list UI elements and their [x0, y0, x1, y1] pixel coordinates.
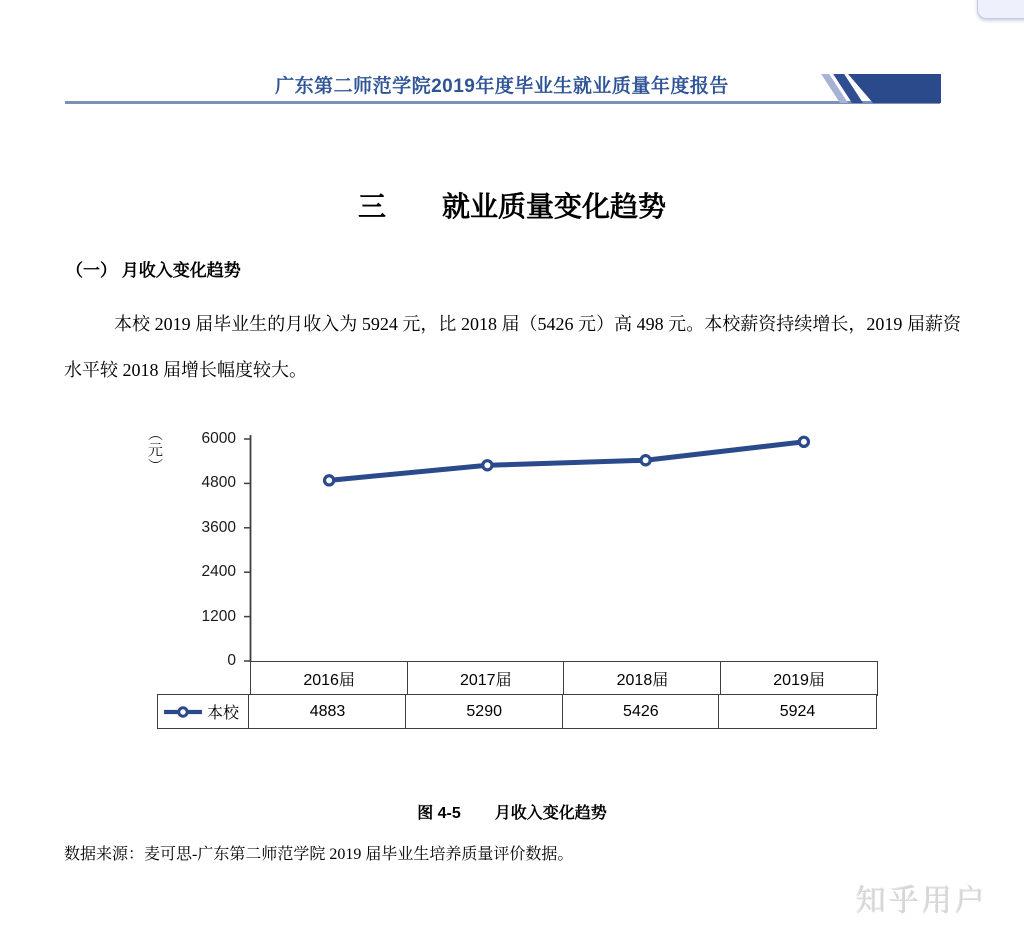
table-value-cell: 5924: [718, 694, 876, 729]
y-tick-label: 4800: [201, 474, 236, 492]
y-tick-label: 6000: [201, 430, 236, 447]
table-value-cell: 5426: [562, 694, 720, 729]
header-title: 广东第二师范学院2019年度毕业生就业质量年度报告: [275, 76, 729, 97]
body-paragraph: 本校 2019 届毕业生的月收入为 5924 元，比 2018 届（5426 元）高 498 元。本校薪资持续增长，2019 届薪资水平较 2018 届增长幅度较大。: [64, 314, 961, 380]
data-point-marker: [325, 476, 334, 485]
table-header-cell: 2016届: [250, 661, 408, 696]
subsection-title: （一） 月收入变化趋势: [66, 261, 241, 280]
table-header-cell: 2019届: [720, 661, 878, 696]
data-source-note: 数据来源：麦可思-广东第二师范学院 2019 届毕业生培养质量评价数据。: [64, 846, 574, 863]
y-tick-label: 0: [227, 652, 236, 669]
table-header-row: [157, 661, 878, 696]
y-tick-label: 2400: [201, 563, 236, 581]
data-point-marker: [483, 461, 492, 470]
figure-caption: [0, 800, 1024, 823]
data-point-marker: [641, 456, 650, 465]
y-tick-label: 1200: [201, 607, 236, 625]
chart-data-table: [157, 661, 878, 729]
corner-popup: [977, 0, 1024, 19]
series-name: 本校: [207, 705, 240, 723]
section-title: 三 就业质量变化趋势: [357, 191, 666, 222]
decoration-block: [848, 74, 941, 103]
table-value-row: [157, 694, 878, 729]
figure-title: 月收入变化趋势: [494, 805, 607, 822]
data-point-marker: [799, 437, 808, 446]
table-header-cell: 2017届: [407, 661, 565, 696]
income-line-chart: [146, 424, 890, 736]
table-value-cell: 4883: [248, 694, 406, 729]
table-value-cell: 5290: [405, 694, 563, 729]
legend-line-marker-icon: [162, 705, 204, 719]
y-tick-label: 3600: [201, 518, 236, 536]
figure-label: 图 4-5: [417, 805, 461, 822]
header-decoration: [800, 74, 941, 103]
series-line: [329, 442, 804, 481]
table-header-cell: 2018届: [563, 661, 721, 696]
y-axis-title: （元）: [146, 426, 163, 474]
series-legend-cell: [157, 694, 250, 729]
watermark: 知乎用户: [856, 885, 988, 918]
table-corner-blank: [157, 661, 250, 696]
